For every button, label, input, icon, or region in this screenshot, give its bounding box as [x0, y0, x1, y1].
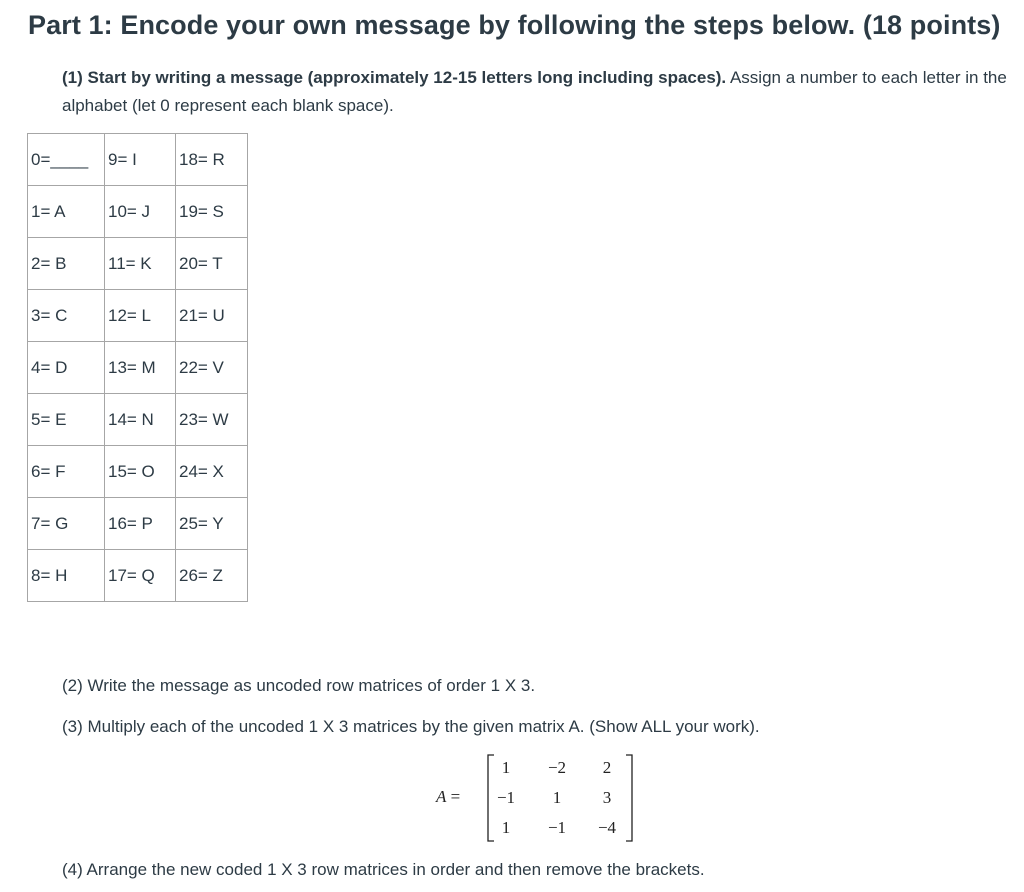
step-1-number: (1)	[62, 68, 83, 87]
table-cell: 11= K	[105, 238, 176, 290]
matrix-name: A	[436, 787, 447, 806]
table-cell: 10= J	[105, 186, 176, 238]
table-cell: 19= S	[176, 186, 248, 238]
table-cell: 4= D	[28, 342, 105, 394]
table-row	[28, 290, 248, 342]
table-cell: 12= L	[105, 290, 176, 342]
matrix-cell: −1	[547, 818, 567, 837]
matrix-cell: 2	[602, 758, 612, 777]
table-cell: 21= U	[176, 290, 248, 342]
table-cell: 25= Y	[176, 498, 248, 550]
table-cell: 8= H	[28, 550, 105, 602]
table-cell: 5= E	[28, 394, 105, 446]
matrix-equals-sign: =	[450, 787, 461, 806]
table-row	[28, 446, 248, 498]
table-cell: 24= X	[176, 446, 248, 498]
matrix-cell: −2	[547, 758, 567, 777]
table-cell: 6= F	[28, 446, 105, 498]
table-cell: 22= V	[176, 342, 248, 394]
matrix-cell: 3	[602, 788, 612, 807]
alphabet-number-table	[27, 133, 248, 602]
table-cell: 20= T	[176, 238, 248, 290]
matrix-cell: −4	[597, 818, 617, 837]
table-cell: 13= M	[105, 342, 176, 394]
matrix-cell: 1	[501, 758, 511, 777]
step-1-instructions	[62, 64, 1007, 120]
step-4-instructions: (4) Arrange the new coded 1 X 3 row matrices in order and then remove the brackets.	[62, 860, 705, 879]
table-cell: 14= N	[105, 394, 176, 446]
table-cell: 17= Q	[105, 550, 176, 602]
step-1-text: Assign a number to each letter in the alphabet (let 0 represent each blank space).	[62, 68, 1007, 115]
table-row	[28, 394, 248, 446]
table-cell: 16= P	[105, 498, 176, 550]
table-cell: 7= G	[28, 498, 105, 550]
table-cell: 9= I	[105, 134, 176, 186]
matrix-a	[436, 752, 646, 844]
step-2-instructions: (2) Write the message as uncoded row matrices of order 1 X 3.	[62, 676, 536, 695]
matrix-cell: 1	[501, 818, 511, 837]
table-cell: 18= R	[176, 134, 248, 186]
table-cell: 2= B	[28, 238, 105, 290]
step-3-instructions: (3) Multiply each of the uncoded 1 X 3 matrices by the given matrix A. (Show ALL your work).	[62, 717, 760, 736]
table-row	[28, 550, 248, 602]
table-cell: 15= O	[105, 446, 176, 498]
table-cell: 23= W	[176, 394, 248, 446]
step-1-bold-text: Start by writing a message (approximately 12-15 letters long including spaces).	[87, 68, 727, 87]
table-row	[28, 134, 248, 186]
table-cell: 0=____	[28, 134, 105, 186]
table-row	[28, 342, 248, 394]
table-cell: 3= C	[28, 290, 105, 342]
table-row	[28, 238, 248, 290]
table-cell: 1= A	[28, 186, 105, 238]
table-row	[28, 186, 248, 238]
matrix-cell: −1	[496, 788, 516, 807]
page-title: Part 1: Encode your own message by following the steps below. (18 points)	[28, 10, 1001, 40]
table-cell: 26= Z	[176, 550, 248, 602]
matrix-cell: 1	[552, 788, 562, 807]
table-row	[28, 498, 248, 550]
